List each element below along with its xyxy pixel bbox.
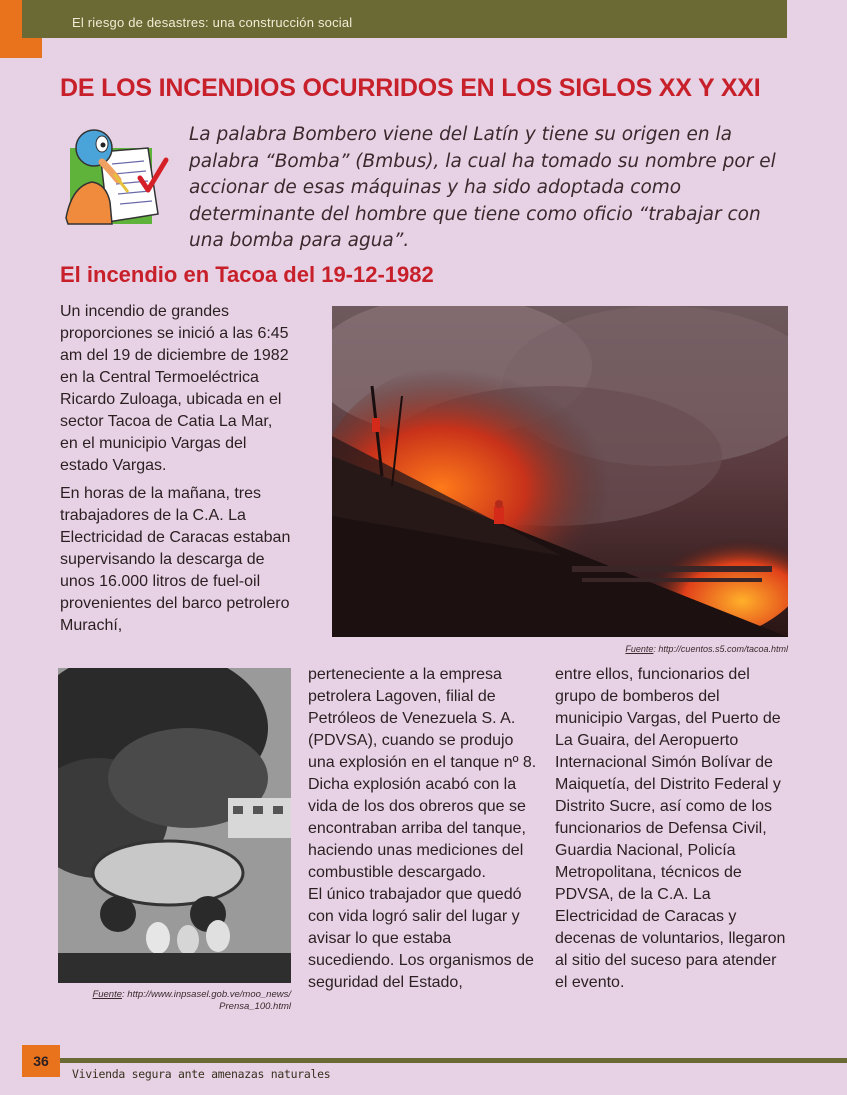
section-heading: El incendio en Tacoa del 19-12-1982 <box>60 262 434 287</box>
source-url: : http://www.inpsasel.gob.ve/moo_news/ Prensa_100.html <box>122 989 291 1012</box>
running-title: El riesgo de desastres: una construcción social <box>72 15 353 30</box>
source-url: : http://cuentos.s5.com/tacoa.html <box>653 644 788 654</box>
intro-quote: La palabra Bombero viene del Latín y tiene su origen en la palabra “Bomba” (Bmbus), la cual ha tomado su nombre por el accionar de esas máquinas y ha sido adoptada como determinante del hombre que tiene como oficio “trabajar con una bomba para agua”. <box>189 124 776 251</box>
source-label: Fuente <box>625 644 654 654</box>
body-column-right <box>555 664 790 994</box>
page-number: 36 <box>22 1045 60 1077</box>
body-column-left <box>60 301 292 643</box>
fire-photo <box>332 306 788 637</box>
bw-photo-caption <box>58 989 291 1013</box>
paragraph: Un incendio de grandes proporciones se inició a las 6:45 am del 19 de diciembre de 1982 en la Central Termoeléctrica Ricardo Zuloaga, ubicada en el sector Tacoa de Catia La Mar, en el municipio Vargas del estado Vargas. <box>60 303 289 474</box>
black-and-white-photo <box>58 668 291 983</box>
paragraph: El único trabajador que quedó con vida logró salir del lugar y avisar lo que estaba sucediendo. Los organismos de seguridad del Estado, <box>308 886 534 991</box>
paragraph: perteneciente a la empresa petrolera Lagoven, filial de Petróleos de Venezuela S. A. (PDVSA), cuando se produjo una explosión en el tanque nº 8. Dicha explosión acabó con la vida de los dos obreros que se encontraban arriba del tanque, haciendo unas mediciones del combustible descargado. <box>308 666 537 881</box>
footer-rule <box>58 1058 847 1063</box>
page-title: DE LOS INCENDIOS OCURRIDOS EN LOS SIGLOS XX Y XXI <box>60 74 761 102</box>
main-photo-caption <box>560 644 788 654</box>
book-title: Vivienda segura ante amenazas naturales <box>72 1067 331 1081</box>
paragraph: entre ellos, funcionarios del grupo de bomberos del municipio Vargas, del Puerto de La Guaira, del Aeropuerto Internacional Simón Bolívar de Maiquetía, del Distrito Federal y Distrito Sucre, así como de los funcionarios de Defensa Civil, Guardia Nacional, Policía Metropolitana, técnicos de PDVSA, de la C.A. La Electricidad de Caracas y decenas de voluntarios, llegaron al sitio del suceso para atender el evento. <box>555 666 786 991</box>
paragraph: En horas de la mañana, tres trabajadores de la C.A. La Electricidad de Caracas estaban supervisando la descarga de unos 16.000 litros de fuel-oil provenientes del barco petrolero Murachí, <box>60 485 291 634</box>
body-column-middle <box>308 664 540 994</box>
source-label: Fuente <box>92 989 123 1000</box>
student-with-checklist-icon <box>62 126 178 228</box>
